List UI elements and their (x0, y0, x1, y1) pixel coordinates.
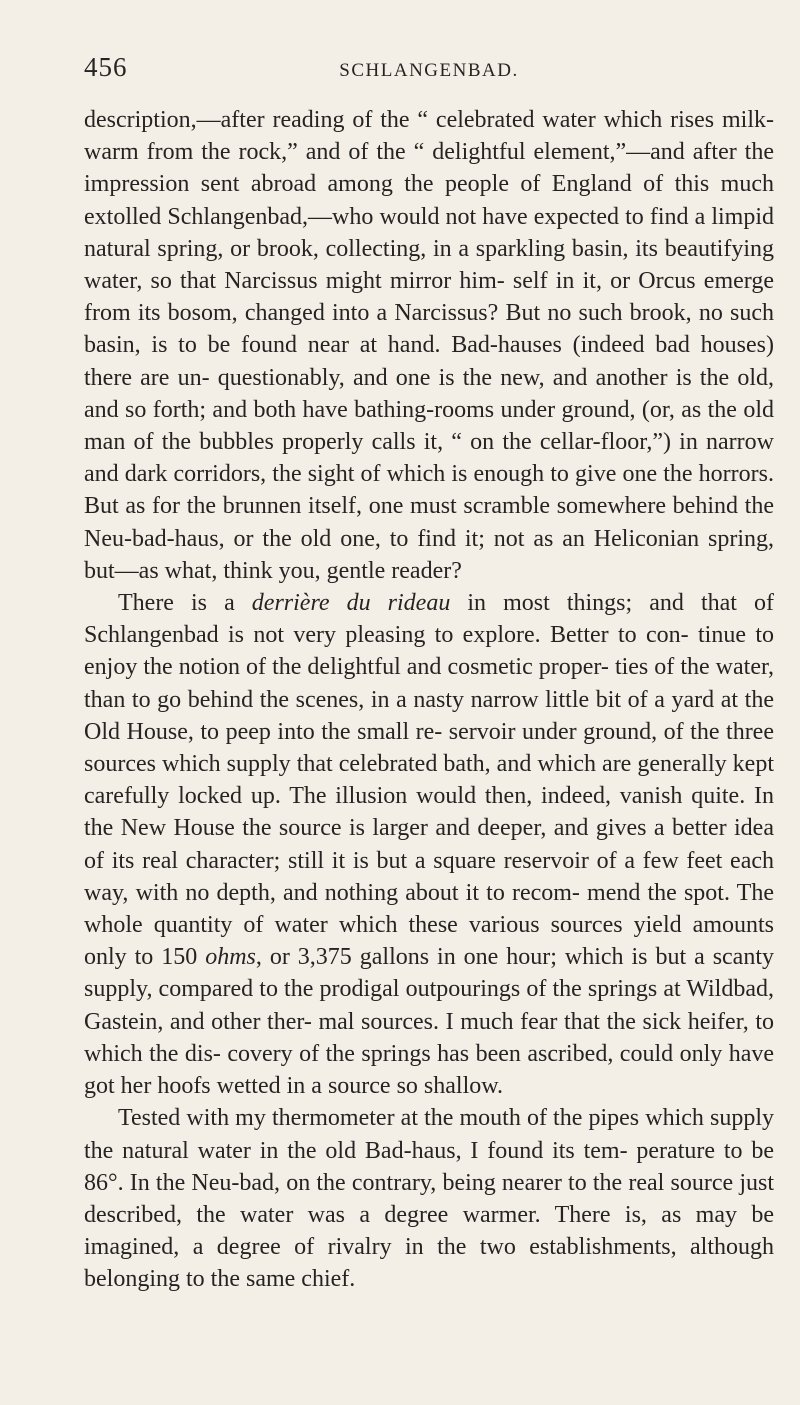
page-header (84, 52, 774, 86)
italic-phrase: ohms (205, 944, 256, 971)
text-run: , or 3,375 gallons in one hour; which is but a scanty supply, compared to the prodigal outpourings of the springs at Wildbad, Gastein, and other ther- mal sources. I much fear that the sick heifer, to which the dis- covery of the springs has been ascribed, could only have got her hoofs wetted in a source so shallow. (84, 944, 775, 1100)
body-text (84, 104, 774, 1296)
text-run: in most things; and that of Schlangenbad is not very pleasing to explore. Better to con- tinue to enjoy the notion of the delightful and cosmetic proper- ties of the water, than to go behind the scenes, in a nasty narrow little bit of a yard at the Old House, to peep into the small re- servoir under ground, of the three sources which supply that celebrated bath, and which are generally kept carefully locked up. The illusion would then, indeed, vanish quite. In the New House the source is larger and deeper, and gives a better idea of its real character; still it is but a square reservoir of a few feet each way, with no depth, and nothing about it to recom- mend the spot. The whole quantity of water which these various sources yield amounts only to 150 (84, 590, 774, 971)
paragraph-1 (84, 104, 774, 587)
running-head: SCHLANGENBAD. (339, 60, 519, 81)
text-run: description,—after reading of the “ celebrated water which rises milk-warm from the rock,” and of the “ delightful element,”—and after the impression sent abroad among the people of England of this much extolled Schlangenbad,—who would not have expected to find a limpid natural spring, or brook, collecting, in a sparkling basin, its beautifying water, so that Narcissus might mirror him- self in it, or Orcus emerge from its bosom, changed into a Narcissus? But no such brook, no such basin, is to be found near at hand. Bad-hauses (indeed bad houses) there are un- questionably, and one is the new, and another is the old, and so forth; and both have bathing-rooms under ground, (or, as the old man of the bubbles properly calls it, “ on the cellar-floor,”) in narrow and dark corridors, the sight of which is enough to give one the horrors. But as for the brunnen itself, one must scramble somewhere behind the Neu-bad-haus, or the old one, to find it; not as an Heliconian spring, but—as what, think you, gentle reader? (84, 107, 774, 584)
page-number: 456 (84, 52, 128, 82)
paragraph-2 (84, 587, 774, 1102)
paragraph-3 (84, 1102, 774, 1295)
text-run: There is a (118, 590, 252, 617)
italic-phrase: derrière du rideau (251, 590, 451, 617)
text-run: Tested with my thermometer at the mouth of the pipes which supply the natural water in the old Bad-haus, I found its tem- perature to be 86°. In the Neu-bad, on the contrary, being nearer to the real source just described, the water was a degree warmer. There is, as may be imagined, a degree of rivalry in the two establishments, although belonging to the same chief. (84, 1105, 774, 1293)
